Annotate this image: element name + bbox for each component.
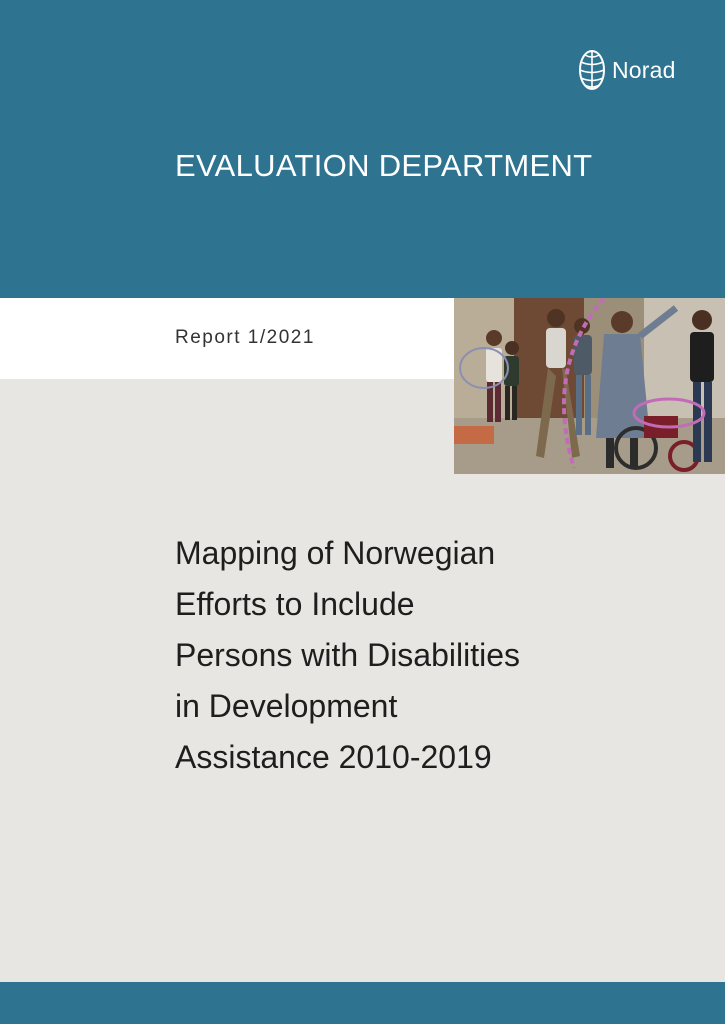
title-line: Persons with Disabilities [175, 637, 521, 673]
globe-icon [578, 48, 606, 92]
report-number: Report 1/2021 [175, 327, 315, 348]
report-title [175, 528, 575, 783]
department-heading: EVALUATION DEPARTMENT [175, 148, 593, 183]
logo-text: Norad [612, 56, 676, 83]
title-line: Efforts to Include [175, 586, 415, 622]
header-band [0, 0, 725, 298]
title-line: in Development [175, 688, 398, 724]
footer-band [0, 982, 725, 1024]
title-line: Mapping of Norwegian [175, 535, 496, 571]
norad-logo [578, 48, 676, 92]
title-line: Assistance 2010-2019 [175, 739, 492, 775]
cover-photo [454, 298, 725, 474]
